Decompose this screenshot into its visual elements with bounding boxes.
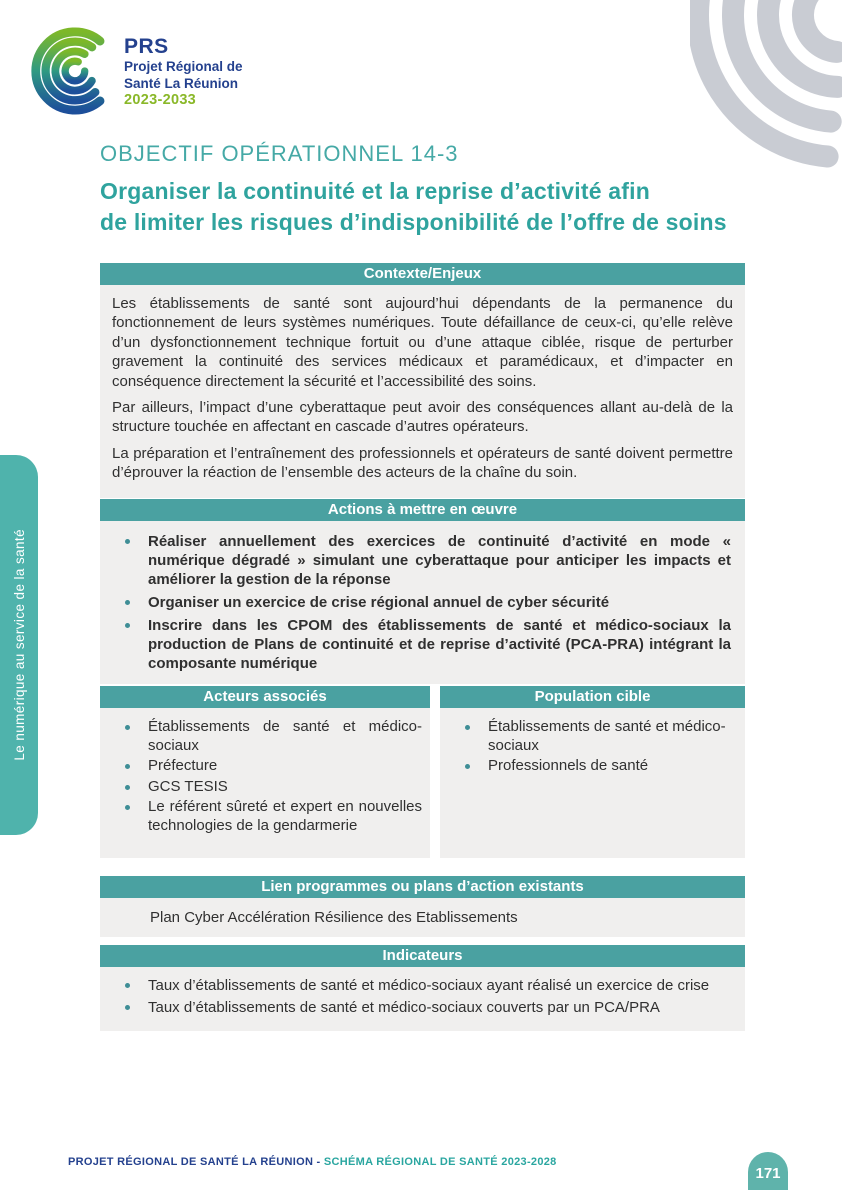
list-item: [100, 532, 733, 589]
section-indicateurs-heading: Indicateurs: [100, 945, 745, 967]
list-item: [440, 718, 737, 755]
section-contexte: [100, 263, 745, 498]
page-title-line2: de limiter les risques d’indisponibilité de l’offre de soins: [100, 209, 727, 235]
list-item: [100, 798, 422, 835]
section-acteurs-heading: Acteurs associés: [100, 686, 430, 708]
prs-logo: [28, 26, 243, 116]
footer-text-dark: PROJET RÉGIONAL DE SANTÉ LA RÉUNION -: [68, 1156, 324, 1168]
list-item: [100, 718, 422, 755]
list-item: [100, 976, 733, 995]
paragraph: La préparation et l’entraînement des professionnels et opérateurs de santé doivent permettre d’éprouver la réaction de l’ensemble des acteurs de la chaîne du soin.: [112, 444, 733, 482]
section-actions-body: [100, 521, 745, 684]
section-columns: [100, 686, 745, 858]
acteurs-list: [100, 718, 422, 835]
section-lien-body: Plan Cyber Accélération Résilience des Etablissements: [100, 898, 745, 937]
objective-kicker: OBJECTIF OPÉRATIONNEL 14-3: [100, 141, 459, 166]
section-actions-heading: Actions à mettre en œuvre: [100, 499, 745, 521]
section-actions: [100, 499, 745, 684]
logo-years: 2023-2033: [124, 92, 197, 108]
actions-list: [100, 532, 733, 673]
list-item-text: Taux d’établissements de santé et médico-sociaux ayant réalisé un exercice de crise: [148, 977, 710, 994]
list-item: [100, 998, 733, 1017]
footer-text: [68, 1156, 557, 1168]
prs-arcs-icon: [28, 26, 116, 116]
list-item-text: Établissements de santé et médico-sociaux: [488, 718, 726, 754]
list-item-text: Organiser un exercice de crise régional annuel de cyber sécurité: [148, 594, 610, 611]
section-population-body: [440, 708, 745, 858]
section-indicateurs: [100, 945, 745, 1031]
list-item-text: Taux d’établissements de santé et médico-sociaux couverts par un PCA/PRA: [148, 999, 660, 1017]
paragraph: Par ailleurs, l’impact d’une cyberattaque peut avoir des conséquences allant au-delà de la structure touchée en affectant en cascade d’autres opérateurs.: [112, 399, 733, 436]
logo-line2: Santé La Réunion: [124, 75, 239, 91]
list-item-text: Réaliser annuellement des exercices de continuité d’activité en mode « numérique dégradé » simulant une cyberattaque pour anticiper les impacts et améliorer la gestion de la réponse: [148, 533, 731, 588]
prs-logo-text: [124, 26, 243, 108]
section-population-heading: Population cible: [440, 686, 745, 708]
list-item-text: GCS TESIS: [148, 777, 228, 795]
section-lien-heading: Lien programmes ou plans d’action existants: [100, 876, 745, 898]
section-lien: [100, 876, 745, 937]
list-item: [440, 757, 737, 776]
page-number-badge: 171: [748, 1152, 788, 1190]
section-acteurs: [100, 686, 430, 858]
section-indicateurs-body: [100, 967, 745, 1031]
list-item: [100, 778, 422, 797]
section-contexte-heading: Contexte/Enjeux: [100, 263, 745, 285]
list-item: [100, 593, 733, 612]
list-item-text: Inscrire dans les CPOM des établissements de santé et médico-sociaux la production de Plans de continuité et de reprise d’activité (PCA-PRA) intégrant la composante numérique: [148, 617, 731, 672]
indicateurs-list: [100, 976, 733, 1018]
list-item: [100, 757, 422, 776]
logo-line1: Projet Régional de: [124, 59, 243, 74]
section-population: [440, 686, 745, 858]
chapter-ribbon-label: Le numérique au service de la santé: [11, 529, 27, 761]
list-item-text: Professionnels de santé: [488, 757, 649, 774]
paragraph: Les établissements de santé sont aujourd’hui dépendants de la permanence du fonctionnement de leurs systèmes numériques. Toute défaillance de ceux-ci, qu’elle relève d’un dysfonctionnement technique fortuit ou d’une attaque ciblée, risque de perturber gravement la continuité des services médicaux et paramédicaux, et d’impacter en conséquence directement la sécurité et l’accessibilité des soins.: [112, 295, 733, 390]
section-contexte-body: [100, 285, 745, 498]
chapter-ribbon: [0, 455, 38, 835]
logo-acronym: PRS: [124, 35, 169, 58]
list-item: [100, 616, 733, 673]
list-item-text: Établissements de santé et médico-sociaux: [148, 718, 422, 754]
page-title-line1: Organiser la continuité et la reprise d’activité afin: [100, 178, 650, 204]
page-title: [100, 176, 760, 238]
population-list: [440, 718, 737, 776]
footer-text-teal: SCHÉMA RÉGIONAL DE SANTÉ 2023-2028: [323, 1156, 557, 1168]
list-item-text: Le référent sûreté et expert en nouvelles technologies de la gendarmerie: [148, 798, 422, 834]
list-item-text: Préfecture: [148, 757, 218, 774]
section-acteurs-body: [100, 708, 430, 858]
